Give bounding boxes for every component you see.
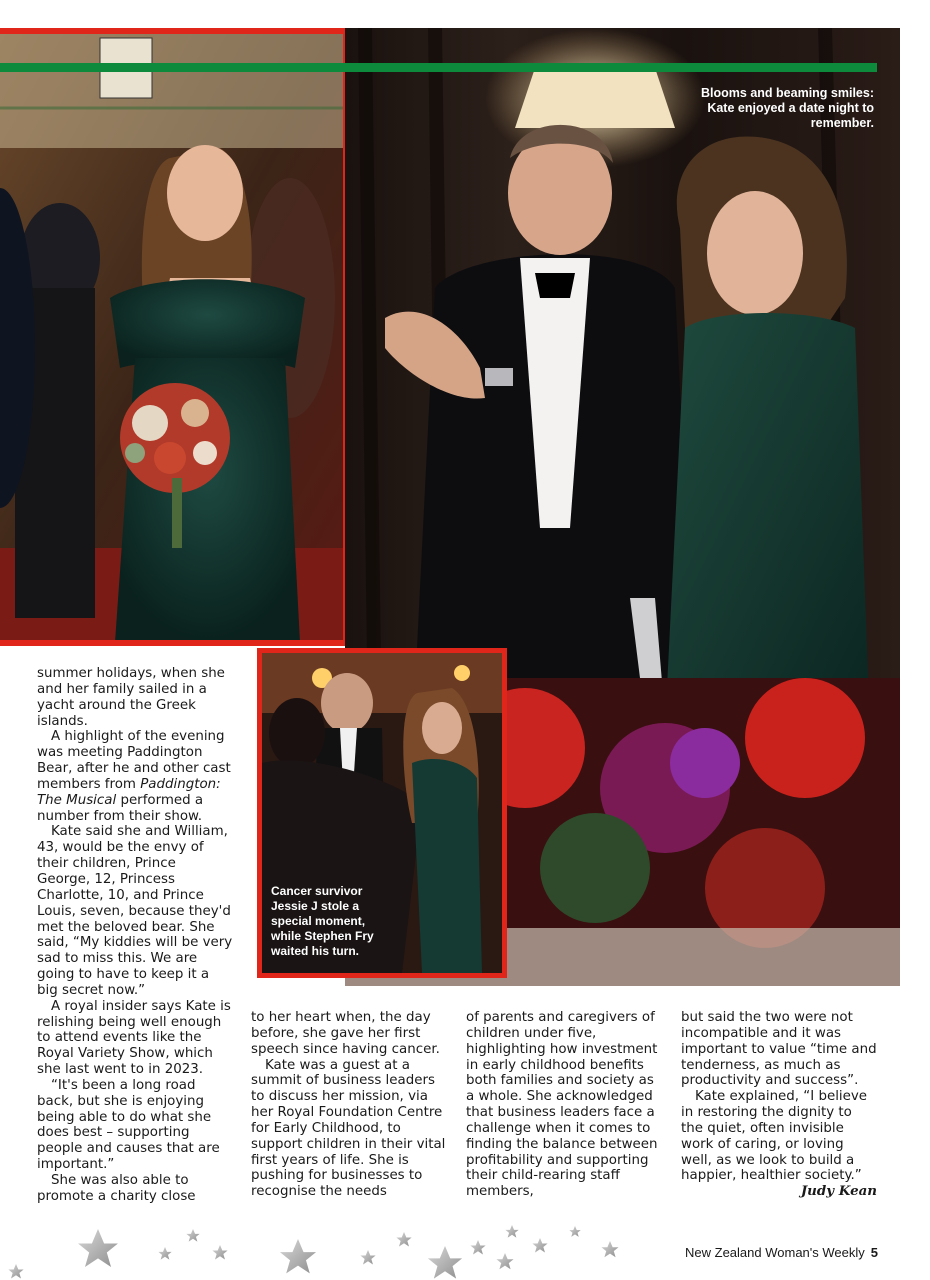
paragraph: Kate was a guest at a summit of business leaders to discuss her mission, via her Royal Foundation Centre for Early Childhood, to support children in their vital first years of life. She is pushing for businesses to recognise the needs [251,1057,446,1200]
article-column-1 [37,666,233,1205]
article-column-4 [681,1010,877,1200]
paragraph: Kate explained, “I believe in restoring the dignity to the quiet, often invisible work of caring, or loving well, as we look to build a happier, healthier society.” [681,1089,868,1184]
star-icon [505,1225,518,1238]
paragraph: of parents and caregivers of children under five, highlighting how investment in early childhood benefits both families and society as a whole. She acknowledged that business leaders face a challenge when it comes to finding the balance between profitability and supporting their child-rearing staff members, [466,1010,658,1200]
caption-inset: Cancer survivor Jessie J stole a special moment, while Stephen Fry waited his turn. [271,884,374,958]
page-number: 5 [870,1245,878,1260]
publication-name: New Zealand Woman's Weekly [685,1245,865,1260]
star-icon [280,1239,316,1273]
show-title: Paddington: The Musical [37,776,221,808]
caption-main: Blooms and beaming smiles: Kate enjoyed a date night to remember. [701,86,874,130]
article-column-2 [251,1010,447,1200]
star-icon [496,1253,513,1269]
paragraph: She was also able to promote a charity close [37,1173,196,1204]
star-icon [78,1229,118,1267]
byline: Judy Kean [800,1183,877,1200]
star-icon [8,1264,23,1278]
photo-kate-bouquet [0,28,345,642]
star-icon [360,1250,375,1264]
star-icon [158,1247,171,1260]
paragraph: Kate said she and William, 43, would be the envy of their children, Prince George, 12, Princess Charlotte, 10, and Prince Louis, seven, because they'd met the beloved bear. She said, “My kiddies will be very sad to miss this. We are going to have to keep it a big secret now.” [37,824,233,998]
star-icon [601,1241,618,1257]
article-column-3 [466,1010,662,1200]
paragraph: A royal insider says Kate is relishing being well enough to attend events like the Royal Variety Show, which she last went to in 2023. [37,998,231,1078]
paragraph: but said the two were not incompatible and it was important to value “time and tenderness, as much as productivity and success”. [681,1010,877,1089]
star-icon [569,1226,580,1237]
star-icon [396,1232,411,1246]
star-icon [532,1238,547,1252]
page-folio [685,1245,878,1260]
green-accent-bar [0,63,877,72]
paragraph: “It's been a long road back, but she is enjoying being able to do what she does best – supporting people and causes that are important.” [37,1077,220,1173]
paragraph: summer holidays, when she and her family sailed in a yacht around the Greek islands. [37,666,225,729]
star-icon [470,1240,485,1254]
star-icon [186,1229,199,1242]
paragraph: A highlight of the evening was meeting Paddington Bear, after he and other cast members from Paddington: The Musical performed a number from their show. [37,729,231,824]
star-icon [212,1245,227,1259]
star-icon [428,1246,462,1279]
paragraph: to her heart when, the day before, she gave her first speech since having cancer. [251,1010,440,1057]
star-decoration [0,1220,640,1280]
